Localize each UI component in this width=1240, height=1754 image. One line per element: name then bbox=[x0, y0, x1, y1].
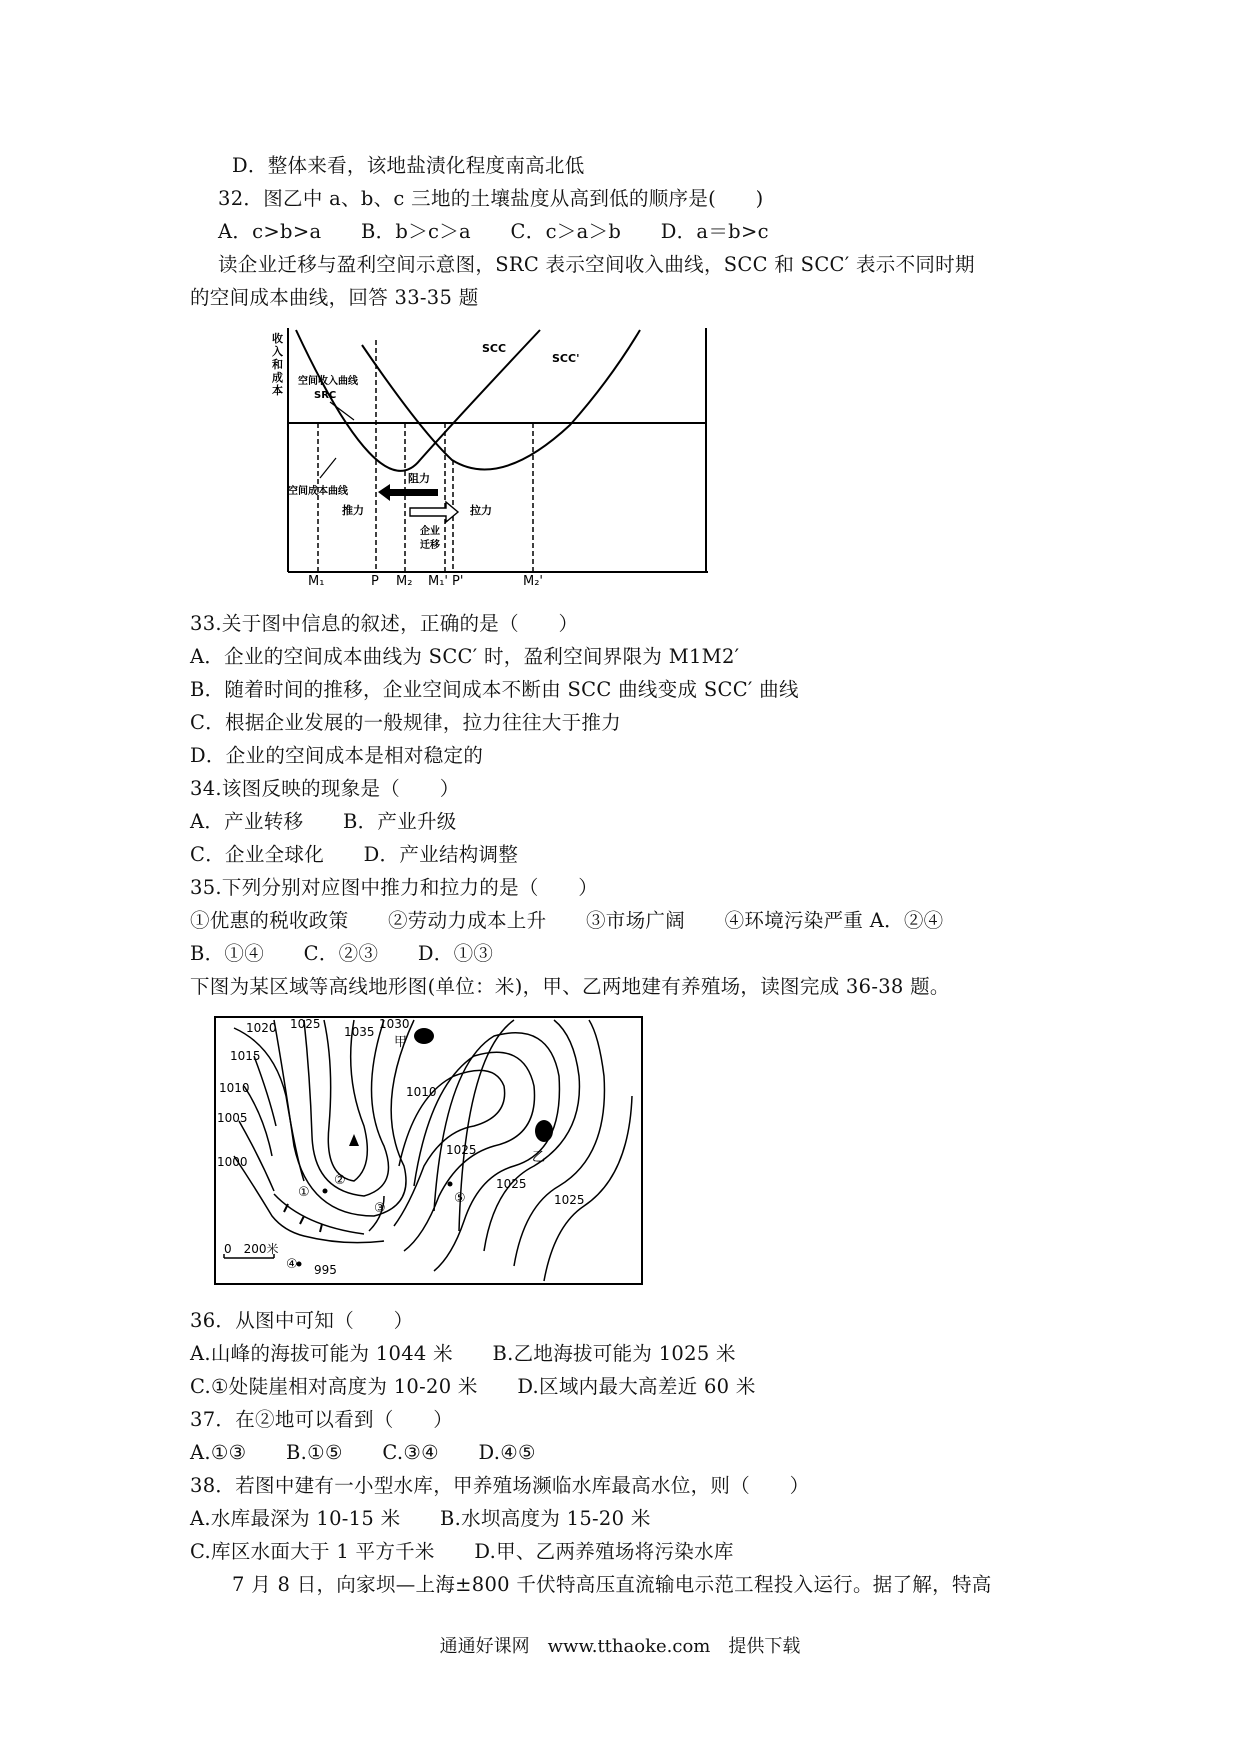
q35-line2: B．①④ C．②③ D．①③ bbox=[190, 942, 494, 965]
q37-options: A.①③ B.①⑤ C.③④ D.④⑤ bbox=[190, 1441, 536, 1464]
label-scc: SCC bbox=[482, 342, 507, 355]
place-jia: 甲 bbox=[394, 1035, 408, 1050]
contour-1025-c: 1025 bbox=[554, 1193, 585, 1207]
q36-stem: 36．从图中可知（ ） bbox=[190, 1309, 414, 1332]
place-yi: 乙 bbox=[532, 1150, 546, 1165]
tick-m2: M₂ bbox=[396, 574, 413, 585]
q33-option-d: D．企业的空间成本是相对稳定的 bbox=[190, 744, 484, 767]
label-scc-prime: SCC' bbox=[552, 352, 580, 365]
contour-995: 995 bbox=[314, 1263, 337, 1277]
contour-1030: 1030 bbox=[379, 1017, 410, 1031]
peak-triangle bbox=[349, 1134, 359, 1146]
label-push: 推力 bbox=[342, 504, 364, 517]
migration-arrow bbox=[410, 502, 458, 522]
label-cost-curve: 空间成本曲线 bbox=[288, 486, 348, 497]
contour-1035: 1035 bbox=[344, 1025, 375, 1039]
contour-1005: 1005 bbox=[217, 1111, 248, 1125]
contour-1025-b: 1025 bbox=[496, 1177, 527, 1191]
contour-map bbox=[214, 1016, 644, 1286]
q33-option-c: C．根据企业发展的一般规律，拉力往往大于推力 bbox=[190, 711, 622, 734]
point-1: ① bbox=[298, 1185, 310, 1200]
point-4: ④ bbox=[286, 1257, 298, 1272]
resistance-arrow bbox=[378, 484, 438, 501]
y-axis-label: 收入和成本 bbox=[272, 332, 283, 397]
q34-options-cd: C．企业全球化 D．产业结构调整 bbox=[190, 843, 519, 866]
contour-1015: 1015 bbox=[230, 1049, 261, 1063]
tick-m2-prime: M₂' bbox=[523, 574, 544, 585]
q35-line1: ①优惠的税收政策 ②劳动力成本上升 ③市场广阔 ④环境污染严重 A．②④ bbox=[190, 909, 944, 932]
label-src-name: 空间收入曲线 bbox=[298, 376, 358, 387]
q38-options-ab: A.水库最深为 10-15 米 B.水坝高度为 15-20 米 bbox=[190, 1507, 651, 1530]
q33-option-b: B．随着时间的推移，企业空间成本不断由 SCC 曲线变成 SCC′ 曲线 bbox=[190, 678, 799, 701]
farm-jia-icon bbox=[414, 1028, 434, 1044]
label-resistance: 阻力 bbox=[408, 472, 430, 485]
scale-label: 0 200米 bbox=[224, 1242, 279, 1256]
farm-yi-icon bbox=[535, 1120, 553, 1142]
q34-options-ab: A．产业转移 B．产业升级 bbox=[190, 810, 457, 833]
footer-source: 通通好课网 www.tthaoke.com 提供下载 bbox=[439, 1636, 801, 1657]
label-migrate-1: 企业 bbox=[420, 526, 440, 537]
q34-stem: 34.该图反映的现象是（ ） bbox=[190, 777, 460, 800]
q31-option-d: D．整体来看，该地盐渍化程度南高北低 bbox=[232, 154, 585, 177]
tick-m1: M₁ bbox=[308, 574, 325, 585]
tick-m1-prime: M₁' bbox=[428, 574, 449, 585]
point-3: ③ bbox=[374, 1201, 386, 1216]
q32-stem: 32．图乙中 a、b、c 三地的土壤盐度从高到低的顺序是( ) bbox=[218, 187, 764, 210]
point-2: ② bbox=[334, 1173, 346, 1188]
point-5: ⑤ bbox=[454, 1191, 466, 1206]
contour-1025-a: 1025 bbox=[446, 1143, 477, 1157]
contour-1020: 1020 bbox=[246, 1021, 277, 1035]
q36-options-cd: C.①处陡崖相对高度为 10-20 米 D.区域内最大高差近 60 米 bbox=[190, 1375, 756, 1398]
tick-p-prime: P' bbox=[452, 574, 464, 585]
q36-options-ab: A.山峰的海拔可能为 1044 米 B.乙地海拔可能为 1025 米 bbox=[190, 1342, 736, 1365]
q33-stem: 33.关于图中信息的叙述，正确的是（ ） bbox=[190, 612, 579, 635]
contour-1010-left: 1010 bbox=[219, 1081, 250, 1095]
passage-next: 7 月 8 日，向家坝—上海±800 千伏特高压直流输电示范工程投入运行。据了解，特高 bbox=[232, 1573, 992, 1596]
label-pull: 拉力 bbox=[470, 504, 492, 517]
intro-33-35-line2: 的空间成本曲线，回答 33-35 题 bbox=[190, 286, 479, 309]
q38-options-cd: C.库区水面大于 1 平方千米 D.甲、乙两养殖场将污染水库 bbox=[190, 1540, 734, 1563]
label-src: SRC bbox=[314, 390, 337, 401]
q37-stem: 37．在②地可以看到（ ） bbox=[190, 1408, 454, 1431]
tick-p: P bbox=[371, 574, 379, 585]
q32-options: A．c>b>a B．b＞c＞a C．c＞a＞b D．a＝b>c bbox=[218, 220, 769, 243]
migration-profit-diagram bbox=[270, 320, 720, 585]
q38-stem: 38．若图中建有一小型水库，甲养殖场濒临水库最高水位，则（ ） bbox=[190, 1474, 810, 1497]
contour-1010-inner: 1010 bbox=[406, 1085, 437, 1099]
q35-stem: 35.下列分别对应图中推力和拉力的是（ ） bbox=[190, 876, 599, 899]
contour-1025: 1025 bbox=[290, 1017, 321, 1031]
intro-36-38: 下图为某区域等高线地形图(单位：米)，甲、乙两地建有养殖场，读图完成 36-38 题。 bbox=[190, 975, 950, 998]
label-migrate-2: 迁移 bbox=[420, 540, 440, 551]
intro-33-35-line1: 读企业迁移与盈利空间示意图，SRC 表示空间收入曲线，SCC 和 SCC′ 表示不同时期 bbox=[218, 253, 975, 276]
q33-option-a: A．企业的空间成本曲线为 SCC′ 时，盈利空间界限为 M1M2′ bbox=[190, 645, 740, 668]
contour-1000: 1000 bbox=[217, 1155, 248, 1169]
